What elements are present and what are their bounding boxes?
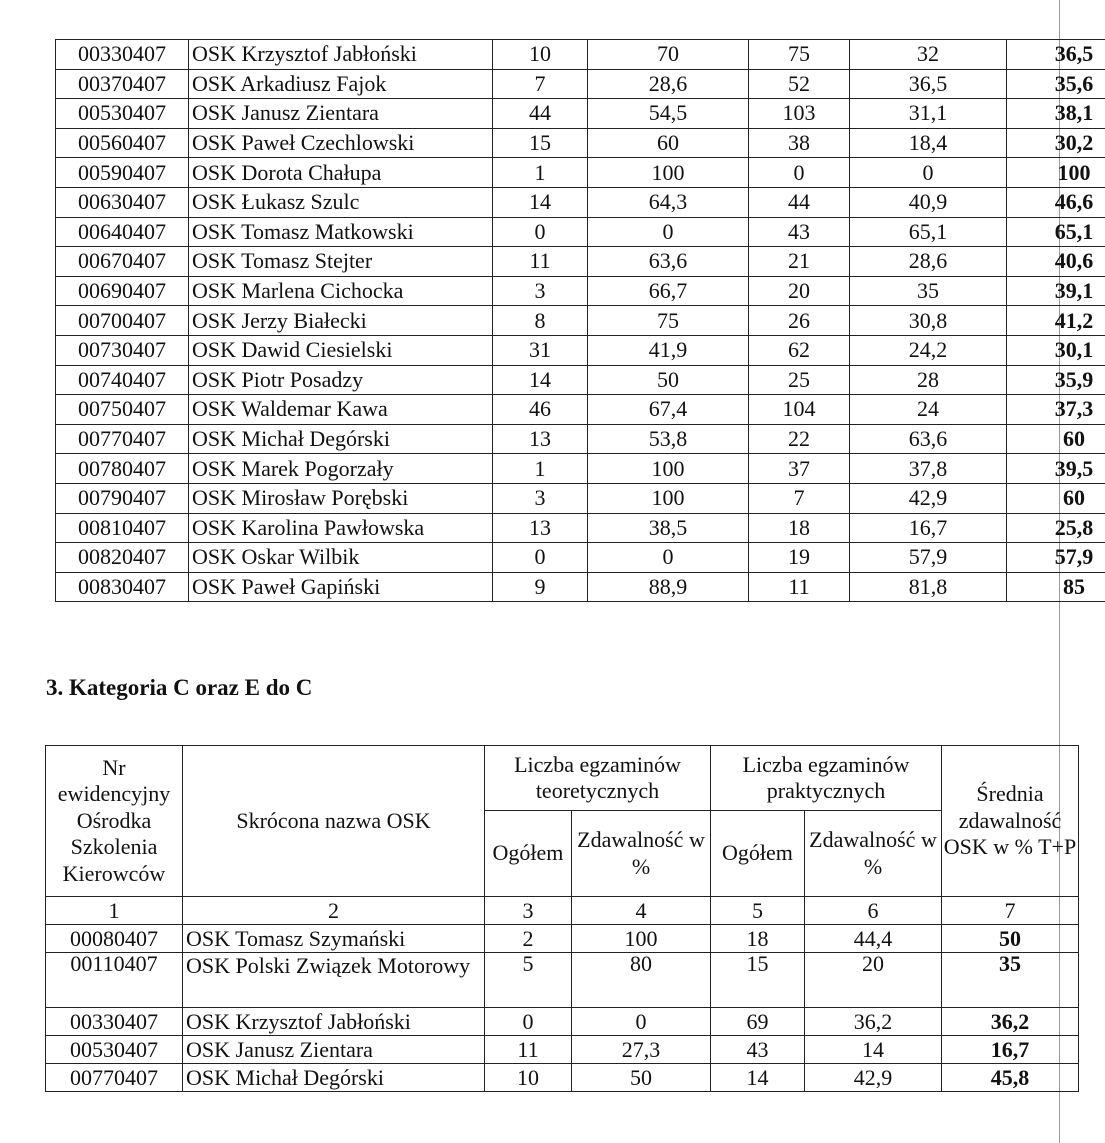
cell-avg: 30,1 [1007, 335, 1105, 365]
cell-teo-pct: 54,5 [588, 99, 749, 129]
cell-teo-total: 14 [493, 365, 588, 395]
cell-nr: 00080407 [46, 925, 183, 953]
cell-nr: 00530407 [46, 1036, 183, 1064]
cell-prak-total: 52 [749, 69, 850, 99]
cell-prak-total: 69 [711, 1008, 805, 1036]
cell-name: OSK Dawid Ciesielski [189, 335, 493, 365]
cell-teo-total: 8 [493, 306, 588, 336]
header-average: Średnia zdawalność OSK w % T+P [942, 746, 1079, 897]
cell-nr: 00700407 [56, 306, 189, 336]
cell-name: OSK Tomasz Szymański [183, 925, 485, 953]
cell-avg: 36,2 [942, 1008, 1079, 1036]
table-row [56, 483, 1105, 513]
cell-name: OSK Piotr Posadzy [189, 365, 493, 395]
cell-prak-total: 43 [711, 1036, 805, 1064]
cell-name: OSK Marlena Cichocka [189, 276, 493, 306]
header-theory-total: Ogółem [485, 811, 572, 897]
header-theory-pct: Zdawalność w % [572, 811, 711, 897]
cell-prak-pct: 81,8 [850, 572, 1007, 602]
table-row [56, 247, 1105, 277]
cell-prak-total: 43 [749, 217, 850, 247]
cell-avg: 50 [942, 925, 1079, 953]
cell-teo-total: 3 [493, 276, 588, 306]
cell-prak-total: 18 [711, 925, 805, 953]
cell-teo-total: 10 [493, 40, 588, 70]
cell-nr: 00370407 [56, 69, 189, 99]
cell-prak-pct: 24 [850, 395, 1007, 425]
cell-prak-total: 25 [749, 365, 850, 395]
cell-name: OSK Krzysztof Jabłoński [183, 1008, 485, 1036]
cell-teo-pct: 100 [572, 925, 711, 953]
cell-nr: 00640407 [56, 217, 189, 247]
column-number: 6 [805, 897, 942, 925]
table-row [56, 454, 1105, 484]
cell-prak-total: 14 [711, 1064, 805, 1092]
cell-avg: 37,3 [1007, 395, 1105, 425]
cell-prak-total: 62 [749, 335, 850, 365]
cell-avg: 45,8 [942, 1064, 1079, 1092]
cell-teo-pct: 80 [572, 953, 711, 1008]
table-row [56, 99, 1105, 129]
cell-teo-total: 1 [493, 158, 588, 188]
cell-prak-pct: 63,6 [850, 424, 1007, 454]
cell-nr: 00330407 [56, 40, 189, 70]
header-row [46, 746, 1079, 811]
header-nr: Nr ewidencyjny Ośrodka Szkolenia Kierowców [46, 746, 183, 897]
cell-nr: 00630407 [56, 187, 189, 217]
header-practical-group: Liczba egzaminów praktycznych [711, 746, 942, 811]
cell-teo-pct: 27,3 [572, 1036, 711, 1064]
cell-avg: 25,8 [1007, 513, 1105, 543]
cell-name: OSK Tomasz Stejter [189, 247, 493, 277]
cell-avg: 35,6 [1007, 69, 1105, 99]
table-row [56, 69, 1105, 99]
cell-prak-total: 20 [749, 276, 850, 306]
table2-header [46, 746, 1079, 897]
table1-body [56, 40, 1105, 602]
table-row [46, 925, 1079, 953]
cell-name: OSK Waldemar Kawa [189, 395, 493, 425]
cell-prak-pct: 32 [850, 40, 1007, 70]
cell-nr: 00740407 [56, 365, 189, 395]
cell-teo-total: 15 [493, 128, 588, 158]
cell-prak-total: 26 [749, 306, 850, 336]
table-row [56, 365, 1105, 395]
cell-name: OSK Michał Degórski [189, 424, 493, 454]
cell-name: OSK Paweł Czechlowski [189, 128, 493, 158]
column-number: 1 [46, 897, 183, 925]
cell-prak-pct: 14 [805, 1036, 942, 1064]
cell-prak-pct: 28 [850, 365, 1007, 395]
cell-teo-pct: 75 [588, 306, 749, 336]
cell-name: OSK Janusz Zientara [189, 99, 493, 129]
cell-teo-pct: 100 [588, 454, 749, 484]
cell-teo-pct: 41,9 [588, 335, 749, 365]
cell-prak-total: 18 [749, 513, 850, 543]
table-row [56, 424, 1105, 454]
cell-prak-pct: 28,6 [850, 247, 1007, 277]
cell-teo-total: 11 [493, 247, 588, 277]
cell-teo-total: 3 [493, 483, 588, 513]
cell-teo-pct: 60 [588, 128, 749, 158]
cell-nr: 00110407 [46, 953, 183, 1008]
table-row [56, 335, 1105, 365]
header-name: Skrócona nazwa OSK [183, 746, 485, 897]
cell-teo-total: 14 [493, 187, 588, 217]
cell-nr: 00330407 [46, 1008, 183, 1036]
cell-nr: 00820407 [56, 543, 189, 573]
cell-avg: 46,6 [1007, 187, 1105, 217]
cell-nr: 00590407 [56, 158, 189, 188]
cell-avg: 35,9 [1007, 365, 1105, 395]
cell-prak-pct: 16,7 [850, 513, 1007, 543]
table-row [56, 306, 1105, 336]
cell-name: OSK Dorota Chałupa [189, 158, 493, 188]
cell-name: OSK Krzysztof Jabłoński [189, 40, 493, 70]
cell-prak-total: 44 [749, 187, 850, 217]
cell-teo-pct: 50 [572, 1064, 711, 1092]
cell-nr: 00770407 [56, 424, 189, 454]
cell-nr: 00730407 [56, 335, 189, 365]
table-row [56, 276, 1105, 306]
cell-teo-total: 9 [493, 572, 588, 602]
column-number: 3 [485, 897, 572, 925]
cell-teo-total: 5 [485, 953, 572, 1008]
column-number: 7 [942, 897, 1079, 925]
header-practical-total: Ogółem [711, 811, 805, 897]
cell-nr: 00530407 [56, 99, 189, 129]
cell-avg: 40,6 [1007, 247, 1105, 277]
results-table-category-c [45, 745, 1079, 1092]
cell-prak-pct: 40,9 [850, 187, 1007, 217]
column-number: 5 [711, 897, 805, 925]
cell-name: OSK Oskar Wilbik [189, 543, 493, 573]
cell-teo-total: 1 [493, 454, 588, 484]
cell-teo-total: 31 [493, 335, 588, 365]
cell-name: OSK Marek Pogorzały [189, 454, 493, 484]
table-row [56, 158, 1105, 188]
table-row [56, 40, 1105, 70]
cell-avg: 100 [1007, 158, 1105, 188]
cell-prak-total: 15 [711, 953, 805, 1008]
cell-prak-pct: 24,2 [850, 335, 1007, 365]
cell-prak-total: 19 [749, 543, 850, 573]
table-row [46, 1008, 1079, 1036]
cell-avg: 38,1 [1007, 99, 1105, 129]
cell-prak-pct: 20 [805, 953, 942, 1008]
header-practical-pct: Zdawalność w % [805, 811, 942, 897]
cell-teo-total: 0 [485, 1008, 572, 1036]
table-row [56, 395, 1105, 425]
table-row [56, 513, 1105, 543]
cell-nr: 00830407 [56, 572, 189, 602]
cell-teo-pct: 0 [588, 543, 749, 573]
cell-teo-pct: 50 [588, 365, 749, 395]
column-number: 4 [572, 897, 711, 925]
cell-nr: 00690407 [56, 276, 189, 306]
cell-avg: 60 [1007, 424, 1105, 454]
cell-prak-total: 0 [749, 158, 850, 188]
cell-teo-pct: 53,8 [588, 424, 749, 454]
cell-prak-total: 103 [749, 99, 850, 129]
cell-name: OSK Paweł Gapiński [189, 572, 493, 602]
table2-body [46, 897, 1079, 1092]
cell-avg: 85 [1007, 572, 1105, 602]
cell-avg: 36,5 [1007, 40, 1105, 70]
cell-teo-pct: 66,7 [588, 276, 749, 306]
cell-teo-total: 2 [485, 925, 572, 953]
cell-teo-total: 13 [493, 513, 588, 543]
table-row [56, 128, 1105, 158]
cell-teo-pct: 70 [588, 40, 749, 70]
column-number: 2 [183, 897, 485, 925]
cell-prak-pct: 57,9 [850, 543, 1007, 573]
cell-teo-total: 0 [493, 543, 588, 573]
cell-prak-total: 104 [749, 395, 850, 425]
cell-nr: 00750407 [56, 395, 189, 425]
cell-teo-pct: 0 [572, 1008, 711, 1036]
cell-prak-total: 22 [749, 424, 850, 454]
table-row [56, 543, 1105, 573]
cell-name: OSK Michał Degórski [183, 1064, 485, 1092]
cell-prak-pct: 0 [850, 158, 1007, 188]
cell-avg: 39,5 [1007, 454, 1105, 484]
cell-name: OSK Janusz Zientara [183, 1036, 485, 1064]
cell-nr: 00670407 [56, 247, 189, 277]
cell-prak-pct: 35 [850, 276, 1007, 306]
cell-teo-pct: 67,4 [588, 395, 749, 425]
cell-prak-pct: 31,1 [850, 99, 1007, 129]
cell-avg: 16,7 [942, 1036, 1079, 1064]
cell-nr: 00770407 [46, 1064, 183, 1092]
cell-avg: 65,1 [1007, 217, 1105, 247]
cell-name: OSK Polski Związek Motorowy [183, 953, 485, 1008]
cell-teo-pct: 28,6 [588, 69, 749, 99]
cell-teo-pct: 88,9 [588, 572, 749, 602]
cell-teo-total: 7 [493, 69, 588, 99]
cell-name: OSK Tomasz Matkowski [189, 217, 493, 247]
cell-avg: 39,1 [1007, 276, 1105, 306]
cell-teo-pct: 38,5 [588, 513, 749, 543]
cell-prak-pct: 44,4 [805, 925, 942, 953]
cell-nr: 00780407 [56, 454, 189, 484]
cell-avg: 60 [1007, 483, 1105, 513]
cell-name: OSK Mirosław Porębski [189, 483, 493, 513]
table-row [46, 953, 1079, 1008]
cell-prak-pct: 36,5 [850, 69, 1007, 99]
header-theory-group: Liczba egzaminów teoretycznych [485, 746, 711, 811]
cell-prak-total: 7 [749, 483, 850, 513]
cell-nr: 00810407 [56, 513, 189, 543]
cell-avg: 41,2 [1007, 306, 1105, 336]
cell-teo-total: 10 [485, 1064, 572, 1092]
cell-nr: 00790407 [56, 483, 189, 513]
cell-avg: 30,2 [1007, 128, 1105, 158]
cell-teo-pct: 100 [588, 483, 749, 513]
cell-teo-pct: 64,3 [588, 187, 749, 217]
cell-prak-total: 38 [749, 128, 850, 158]
column-number-row [46, 897, 1079, 925]
cell-prak-total: 11 [749, 572, 850, 602]
cell-prak-pct: 42,9 [805, 1064, 942, 1092]
table-row [46, 1064, 1079, 1092]
cell-avg: 35 [942, 953, 1079, 1008]
cell-prak-pct: 30,8 [850, 306, 1007, 336]
cell-name: OSK Arkadiusz Fajok [189, 69, 493, 99]
cell-prak-total: 21 [749, 247, 850, 277]
cell-teo-pct: 63,6 [588, 247, 749, 277]
results-table-continued [55, 39, 1105, 602]
table-row [46, 1036, 1079, 1064]
cell-name: OSK Karolina Pawłowska [189, 513, 493, 543]
cell-nr: 00560407 [56, 128, 189, 158]
cell-prak-pct: 42,9 [850, 483, 1007, 513]
cell-teo-total: 0 [493, 217, 588, 247]
cell-teo-pct: 0 [588, 217, 749, 247]
cell-teo-total: 44 [493, 99, 588, 129]
cell-teo-pct: 100 [588, 158, 749, 188]
section-heading: 3. Kategoria C oraz E do C [46, 675, 313, 700]
cell-avg: 57,9 [1007, 543, 1105, 573]
cell-name: OSK Łukasz Szulc [189, 187, 493, 217]
cell-prak-total: 37 [749, 454, 850, 484]
cell-prak-total: 75 [749, 40, 850, 70]
cell-prak-pct: 37,8 [850, 454, 1007, 484]
cell-prak-pct: 36,2 [805, 1008, 942, 1036]
cell-prak-pct: 65,1 [850, 217, 1007, 247]
cell-name: OSK Jerzy Białecki [189, 306, 493, 336]
table-row [56, 572, 1105, 602]
cell-teo-total: 11 [485, 1036, 572, 1064]
cell-teo-total: 46 [493, 395, 588, 425]
cell-teo-total: 13 [493, 424, 588, 454]
cell-prak-pct: 18,4 [850, 128, 1007, 158]
table-row [56, 187, 1105, 217]
table-row [56, 217, 1105, 247]
